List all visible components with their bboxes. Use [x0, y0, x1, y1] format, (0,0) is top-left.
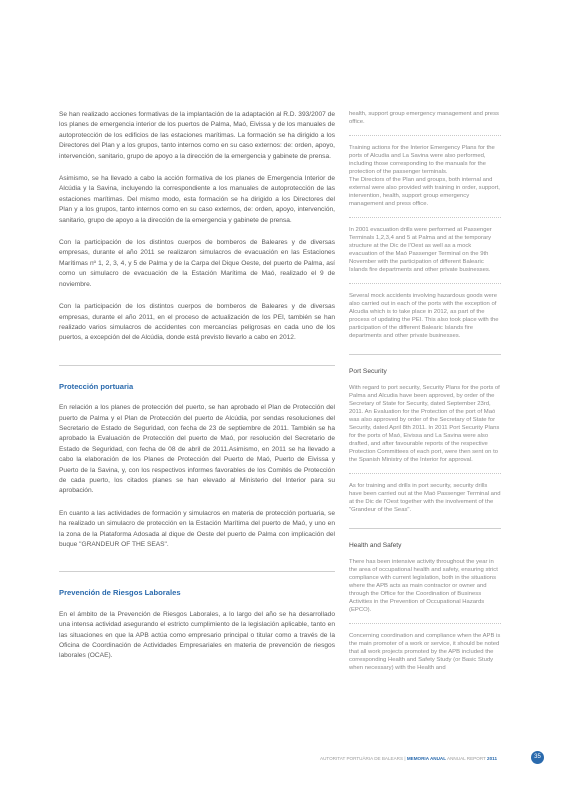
section-heading-risk-prevention: Prevención de Riesgos Laborales: [59, 571, 335, 598]
paragraph: En el ámbito de la Prevención de Riesgos Laborales, a lo largo del año se ha desarrollado una intensa actividad asegurando el estricto cumplimiento de la legislación aplicable, tanto en las situaciones en que la APB actúa como empresario principal o titular como a través de la Oficina de Coordinación de Actividades Empresariales en materia de prevención de riesgos laborales (OCAE).: [59, 610, 335, 660]
divider: [349, 283, 501, 284]
footer-report-title: MEMORIA ANUAL: [406, 756, 447, 761]
section-heading-port-protection: Protección portuaria: [59, 365, 335, 392]
paragraph: As for training and drills in port security, security drills have been carried out at the Maó Passenger Terminal and at the Dic de l'Oest together with the involvement of the "Grandeur of the Seas".: [349, 483, 501, 513]
divider: [349, 473, 501, 474]
paragraph: Concerning coordination and compliance when the APB is the main promoter of a work or service, it should be noted that all work projects promoted by the APB included the corresponding Health and Safety Study (or Basic Study when necessary) with the Health and: [349, 633, 501, 671]
paragraph: With regard to port security, Security Plans for the ports of Palma and Alcudia have been approved, by order of the Secretary of State for Security, dated September 23rd, 2011. An Evaluation for the Protection of the port of Maó was also approved by order of the Secretary of State for Security, dated April 8th 2011. In 2011 Port Security Plans for the ports of Maó, Eivissa and La Savina were also drafted, and after favourable reports of the respective Protection Committees of each port, were then sent on to the Spanish Ministry of the Interior for approval.: [349, 385, 500, 463]
page-number-badge: 35: [531, 751, 544, 764]
paragraph: The Directors of the Plan and groups, both internal and external were also provided with training in order, support, intervention, health, support group emergency management and press office.: [349, 177, 500, 207]
paragraph: Training actions for the Interior Emergency Plans for the ports of Alcudia and La Savina were also performed, including those corresponding to the manuals for the protection of the passenger terminals.: [349, 145, 495, 175]
footer-report-subtitle: ANNUAL REPORT: [446, 756, 488, 761]
paragraph: health, support group emergency management and press office.: [349, 111, 499, 125]
paragraph: Asimismo, se ha llevado a cabo la acción formativa de los planes de Emergencia Interior de Alcúdia y la Savina, incluyendo la correspondiente a los manuales de autoprotección de las estaciones marítimas. Del mismo modo, esta formación se ha dirigido a los Directores del Plan y a los grupos, tanto internos como en su caso externos, de: orden, apoyo, intervención, sanitario, grupo de apoyo a la dirección de la emergencia y gabinete de prensa.: [59, 175, 335, 224]
paragraph: Se han realizado acciones formativas de la implantación de la adaptación al R.D. 393/2007 de los planes de emergencia interior de los puertos de Palma, Maó, Eivissa y de los manuales de autoprotección de los edificios de las estaciones marítimas. La formación se ha dirigido a los Directores del Plan y a los grupos, tanto internos como en su caso externos: de: orden, apoyo, intervención, sanitario, grupo de apoyo a la dirección de la emergencia y gabinete de prensa.: [59, 111, 335, 160]
divider: [349, 217, 501, 218]
section-heading-port-security: Port Security: [349, 354, 501, 376]
footer-year: 2011: [487, 756, 498, 761]
footer-separator: |: [403, 756, 407, 761]
paragraph: Con la participación de los distintos cuerpos de bomberos de Baleares y de diversas empresas, durante el año 2011, en el proceso de actualización de los PEI, también se han realizado varios simulacros de accidentes con mercancías peligrosas en cada uno de los puertos, a excepción del de Alcúdia, donde está previsto llevarlo a cabo en 2012.: [59, 303, 335, 342]
paragraph: En cuanto a las actividades de formación y simulacros en materia de protección portuaria, se ha realizado un simulacro de protección en la Estación Marítima del puerto de Maó, y uno en la zona de la Plataforma Adosada al dique de Oeste del puerto de Palma con implicación del buque "GRANDEUR OF THE SEAS".: [59, 509, 335, 548]
footer-org: AUTORITAT PORTUÀRIA DE BALEARS: [320, 756, 404, 761]
english-column: [349, 110, 501, 681]
paragraph: En relación a los planes de protección del puerto, se han aprobado el Plan de Protección del puerto de Palma y el Plan de Protección del puerto de Alcúdia, por sendas resoluciones del Secretario de Estado de Seguridad, con fecha de 23 de septiembre de 2011. También se ha aprobado la Evaluación de Protección del puerto de Maó, por resolución del Secretario de Estado de Seguridad, con fecha de 08 de abril de 2011.Asimismo, en 2011 se ha llevado a cabo la elaboración de los Planes de Protección del Puerto de Maó, Puerto de Eivissa y Puerto de la Savina, y, con los respectivos informes favorables de los Comités de Protección de cada puerto, los citados planes se han elevado al Ministerio del Interior para su aprobación.: [59, 404, 335, 495]
paragraph: Several mock accidents involving hazardous goods were also carried out in each of the ports with the exception of Alcudia which is to take place in 2012, as part of the process of updating the PEI. This also took place with the participation of the different Balearic Islands fire departments and other private businesses.: [349, 293, 499, 339]
spanish-column: [59, 110, 335, 674]
page-footer: [320, 756, 550, 761]
section-heading-health-safety: Health and Safety: [349, 528, 501, 550]
divider: [349, 135, 501, 136]
paragraph: Con la participación de los distintos cuerpos de bomberos de Baleares y de diversas empresas, durante el año 2011 se realizaron simulacros de evacuación en las Estaciones Marítimas nº 1, 2, 3, 4, y 5 de Palma y de la Carpa del Dique Oeste, del puerto de Palma, así como un simulacro de evacuación de la Estación Marítima de Maó, realizado el 9 de noviembre.: [59, 239, 335, 288]
divider: [349, 623, 501, 624]
paragraph: There has been intensive activity throughout the year in the area of occupational health and safety, ensuring strict compliance with current legislation, both in the situations where the APB acts as main contractor or owner and through the Office for the Coordination of Business Activities in the Prevention of Occupational Hazards (EPCO).: [349, 559, 498, 613]
paragraph: In 2001 evacuation drills were performed at Passenger Terminals 1,2,3,4 and 5 at Palma and at the temporary structure at the Dic de l'Oest as well as a mock evacuation of the Maó Passenger Terminal on the 9th November with the participation of different Balearic Islands fire departments and other private businesses.: [349, 227, 492, 273]
